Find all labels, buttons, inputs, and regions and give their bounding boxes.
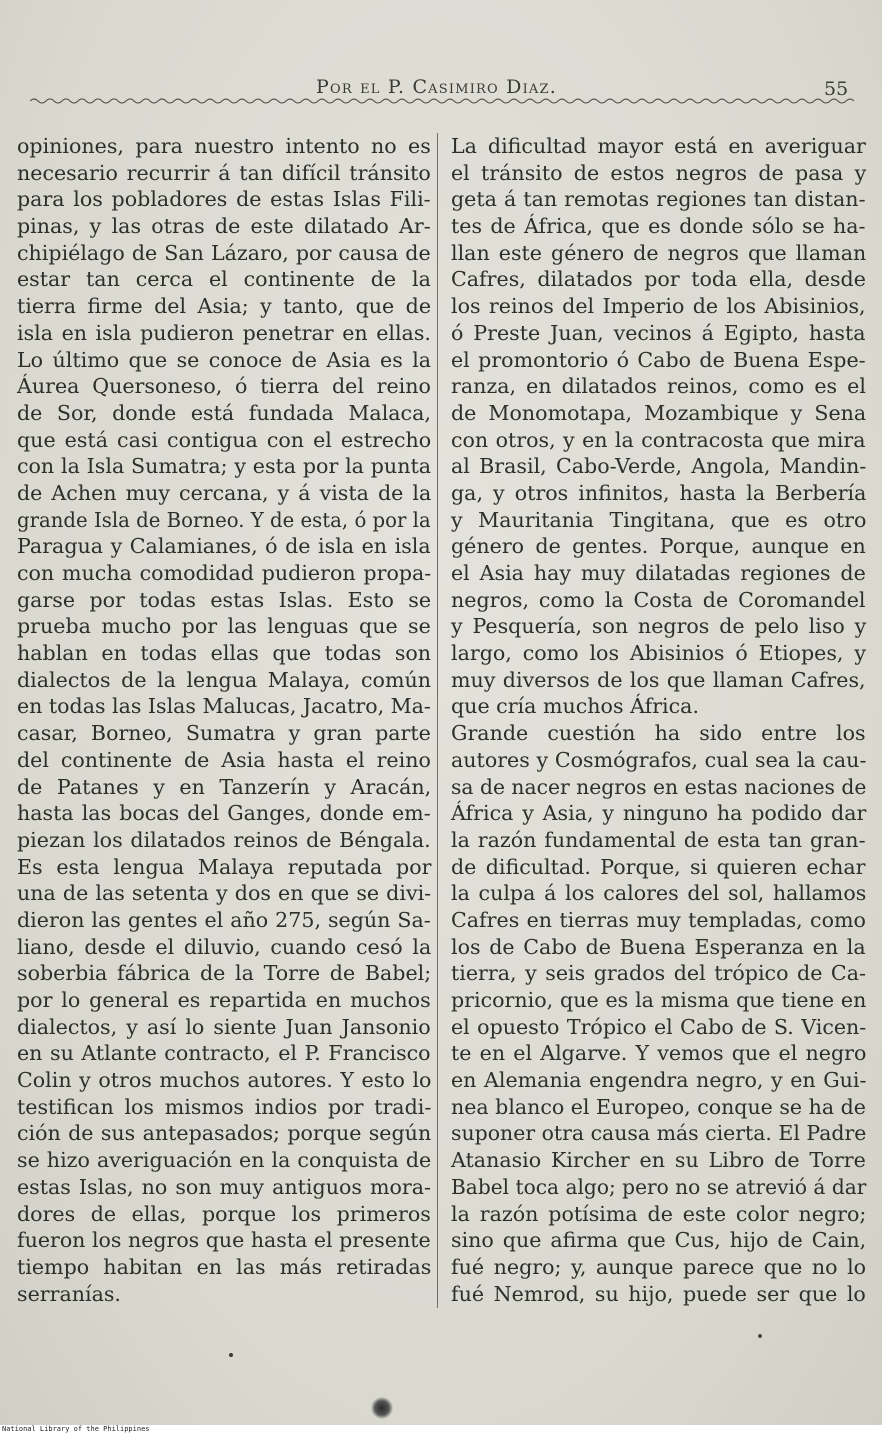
text-line: Es esta lengua Malaya reputada por xyxy=(17,854,432,879)
text-line: el opuesto Trópico el Cabo de S. Vicen- xyxy=(451,1014,867,1039)
text-line: Lo último que se conoce de Asia es la xyxy=(17,347,432,372)
text-line: de Monomotapa, Mozambique y Sena xyxy=(451,400,867,425)
text-line: dialectos de la lengua Malaya, común xyxy=(17,667,431,692)
text-line: hasta las bocas del Ganges, donde em- xyxy=(17,801,431,826)
text-line: largo, como los Abisinios ó Etiopes, y xyxy=(451,641,866,666)
text-line: la culpa á los calores del sol, hallamos xyxy=(451,881,867,906)
header-ornamental-rule xyxy=(30,96,858,106)
library-credit: National Library of the Philippines xyxy=(2,1425,150,1433)
text-line: Babel toca algo; pero no se atrevió á dar xyxy=(451,1174,867,1199)
column-divider xyxy=(437,133,438,1308)
text-line: sino que afirma que Cus, hijo de Cain, xyxy=(451,1228,867,1253)
text-line: La dificultad mayor está en averiguar xyxy=(451,134,866,158)
text-line: isla en isla pudieron penetrar en ellas. xyxy=(17,320,431,345)
running-title: Por el P. Casimiro Diaz. xyxy=(316,76,557,98)
text-line: que está casi contigua con el estrecho xyxy=(17,427,432,452)
text-line: del continente de Asia hasta el reino xyxy=(17,747,431,772)
text-line: en Alemania engendra negro, y en Gui- xyxy=(451,1068,867,1093)
text-line: prueba mucho por las lenguas que se xyxy=(17,614,431,639)
text-line: dialectos, y así lo siente Juan Jansonio xyxy=(17,1014,431,1039)
text-line: en su Atlante contracto, el P. Francisco xyxy=(17,1041,431,1066)
text-line: Cafres en tierras muy templadas, como xyxy=(451,907,866,932)
text-line: geta á tan remotas regiones tan distan- xyxy=(451,187,866,212)
text-line: con la Isla Sumatra; y esta por la punta xyxy=(17,454,432,479)
text-line: dores de ellas, porque los primeros xyxy=(17,1201,431,1226)
text-line: opiniones, para nuestro intento no es xyxy=(17,134,431,158)
text-line: tiempo habitan en las más retiradas xyxy=(17,1254,432,1279)
text-line: que cría muchos África. xyxy=(451,694,699,719)
text-line: suponer otra causa más cierta. El Padre xyxy=(451,1121,867,1146)
text-line: la razón potísima de este color negro; xyxy=(451,1201,867,1226)
text-line: ranza, en dilatados reinos, como es el xyxy=(451,374,866,399)
text-line: el promontorio ó Cabo de Buena Espe- xyxy=(451,347,866,372)
text-line: tes de África, que es donde sólo se ha- xyxy=(451,214,866,239)
text-line: garse por todas estas Islas. Esto se xyxy=(17,587,432,612)
text-line: con otros, y en la contracosta que mira xyxy=(451,427,866,452)
text-line: soberbia fábrica de la Torre de Babel; xyxy=(17,961,432,986)
text-line: con mucha comodidad pudieron propa- xyxy=(17,561,432,585)
text-line: estar tan cerca el continente de la xyxy=(17,267,431,292)
text-line: serranías. xyxy=(17,1281,121,1306)
text-line: la razón fundamental de esta tan gran- xyxy=(451,827,866,852)
right-text-column xyxy=(451,133,866,1307)
text-line: te en el Algarve. Y vemos que el negro xyxy=(451,1041,867,1066)
text-line: negros, como la Costa de Coromandel xyxy=(451,587,866,612)
text-line: una de las setenta y dos en que se divi- xyxy=(17,881,432,906)
text-line: Áurea Quersoneso, ó tierra del reino xyxy=(17,374,431,399)
text-line: pricornio, que es la misma que tiene en xyxy=(451,988,867,1012)
text-line: y Mauritania Tingitana, que es otro xyxy=(451,507,867,532)
text-line: piezan los dilatados reinos de Béngala. xyxy=(17,827,431,852)
text-line: de Patanes y en Tanzerín y Aracán, xyxy=(17,774,432,799)
text-line: muy diversos de los que llaman Cafres, xyxy=(451,667,866,692)
text-line: llan este género de negros que llaman xyxy=(451,240,867,265)
text-line: dieron las gentes el año 275, según Sa- xyxy=(17,907,431,932)
text-line: ción de sus antepasados; porque según xyxy=(17,1121,432,1146)
text-line: el Asia hay muy dilatadas regiones de xyxy=(451,561,866,585)
text-line: género de gentes. Porque, aunque en xyxy=(451,534,866,559)
text-line: testifican los mismos indios por tradi- xyxy=(17,1094,432,1119)
text-line: fueron los negros que hasta el presente xyxy=(17,1228,431,1253)
text-line: liano, desde el diluvio, cuando cesó la xyxy=(17,934,432,959)
text-line: Colin y otros muchos autores. Y esto lo xyxy=(17,1068,432,1093)
left-text-column xyxy=(17,133,431,1307)
text-line: autores y Cosmógrafos, cual sea la cau- xyxy=(451,747,867,772)
text-line: los de Cabo de Buena Esperanza en la xyxy=(451,934,866,959)
text-line: casar, Borneo, Sumatra y gran parte xyxy=(17,721,431,746)
text-line: grande Isla de Borneo. Y de esta, ó por la xyxy=(17,507,431,532)
text-line: los reinos del Imperio de los Abisinios, xyxy=(451,294,866,319)
text-line: de dificultad. Porque, si quieren echar xyxy=(451,854,866,879)
text-line: hablan en todas ellas que todas son xyxy=(17,641,432,666)
text-line: necesario recurrir á tan difícil tránsito xyxy=(17,160,431,185)
text-line: Grande cuestión ha sido entre los xyxy=(451,721,866,746)
text-line: ó Preste Juan, vecinos á Egipto, hasta xyxy=(451,320,866,345)
text-line: de Achen muy cercana, y á vista de la xyxy=(17,480,432,505)
text-line: nea blanco el Europeo, conque se ha de xyxy=(451,1094,866,1119)
text-line: tierra, y seis grados del trópico de Ca- xyxy=(451,961,866,986)
speck xyxy=(758,1334,762,1338)
text-line: al Brasil, Cabo-Verde, Angola, Mandin- xyxy=(451,454,867,479)
text-line: de Sor, donde está fundada Malaca, xyxy=(17,400,431,425)
text-line: por lo general es repartida en muchos xyxy=(17,988,431,1012)
text-line: chipiélago de San Lázaro, por causa de xyxy=(17,240,431,265)
text-line: en todas las Islas Malucas, Jacatro, Ma- xyxy=(17,694,431,719)
text-line: estas Islas, no son muy antiguos mora- xyxy=(17,1174,431,1199)
text-line: sa de nacer negros en estas naciones de xyxy=(451,774,867,799)
text-line: y Pesquería, son negros de pelo liso y xyxy=(451,614,867,639)
text-line: Atanasio Kircher en su Libro de Torre xyxy=(451,1148,866,1173)
text-line: fué negro; y, aunque parece que no lo xyxy=(451,1254,867,1279)
text-line: ga, y otros infinitos, hasta la Berbería xyxy=(451,480,867,505)
text-line: para los pobladores de estas Islas Fili- xyxy=(17,187,431,212)
text-line: África y Asia, y ninguno ha podido dar xyxy=(451,801,867,826)
text-line: pinas, y las otras de este dilatado Ar- xyxy=(17,214,431,239)
page-number: 55 xyxy=(824,78,849,100)
text-line: Paragua y Calamianes, ó de isla en isla xyxy=(17,534,431,559)
text-line: Cafres, dilatados por toda ella, desde xyxy=(451,267,866,292)
text-line: fué Nemrod, su hijo, puede ser que lo xyxy=(451,1281,866,1306)
text-line: el tránsito de estos negros de pasa y xyxy=(451,160,867,185)
text-line: se hizo averiguación en la conquista de xyxy=(17,1148,432,1173)
speck xyxy=(229,1353,233,1357)
ink-blot xyxy=(371,1397,393,1419)
text-line: tierra firme del Asia; y tanto, que de xyxy=(17,294,432,319)
